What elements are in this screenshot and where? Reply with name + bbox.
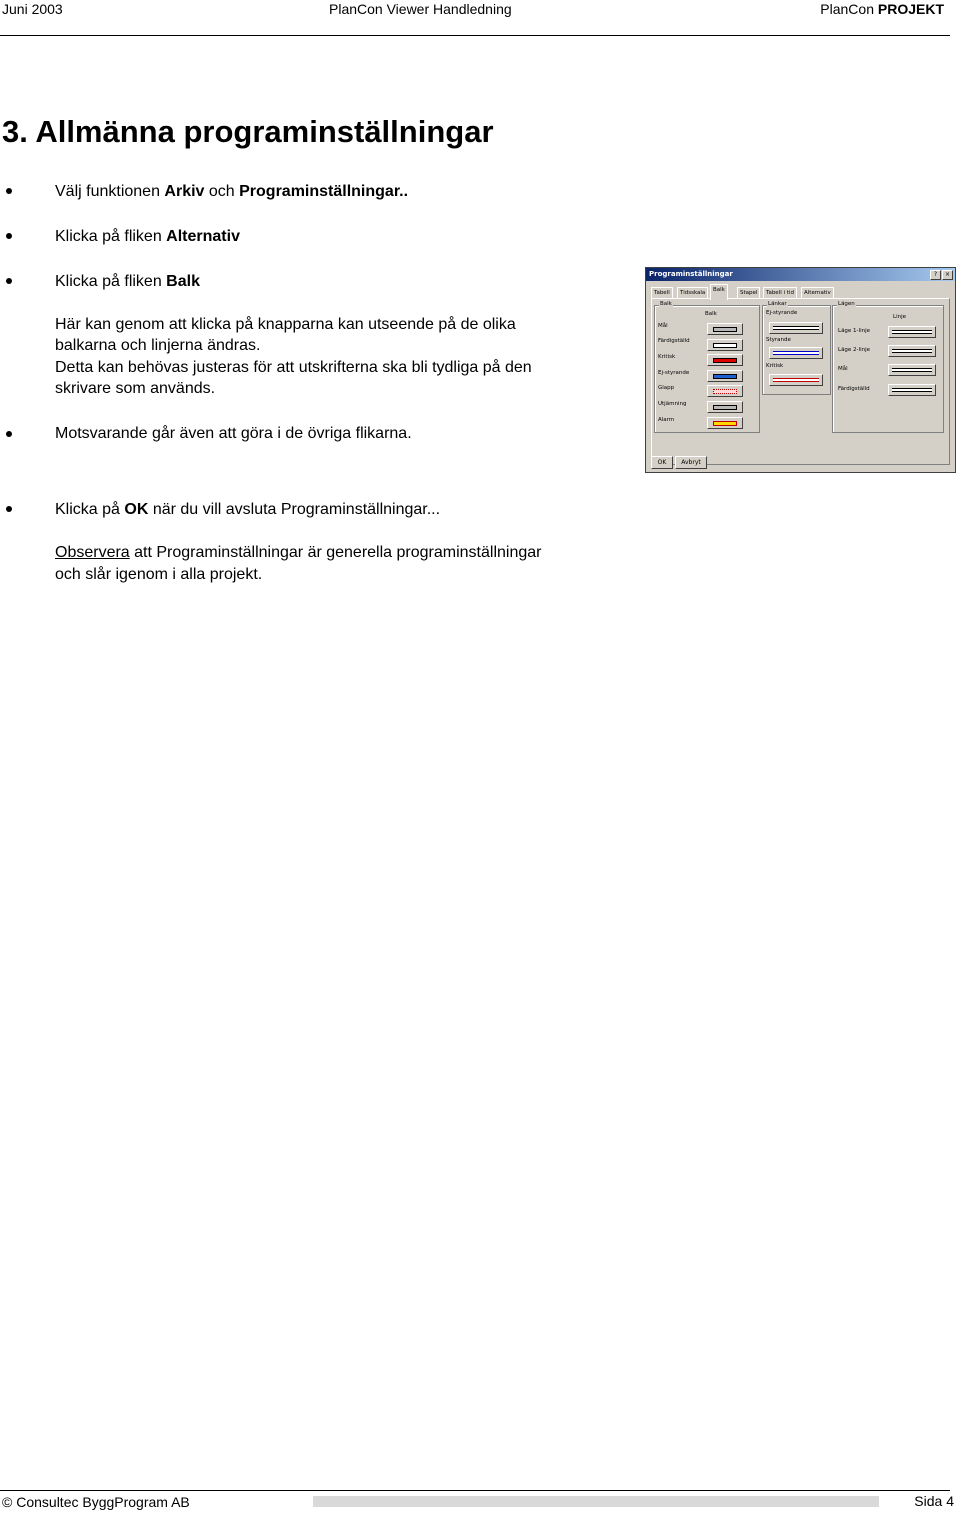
help-button[interactable]: ? [930, 270, 941, 280]
tab-panel [651, 298, 950, 465]
row-label: Läge 2-linje [838, 347, 870, 353]
row-label: Läge 1-linje [838, 328, 870, 334]
row-label: Färdigställd [658, 338, 690, 344]
bullet-dot [6, 278, 12, 284]
row-label: Kritisk [658, 354, 676, 360]
row-label: Mål [658, 323, 668, 329]
bullet-dot [6, 506, 12, 512]
bar-style-button[interactable] [707, 385, 743, 397]
tab-alternativ[interactable]: Alternativ [801, 287, 834, 299]
paragraph-line: skrivare som används. [55, 380, 216, 397]
line-style-button[interactable] [888, 364, 936, 376]
header-doc-title: PlanCon Viewer Handledning [329, 1, 512, 17]
paragraph-line: Detta kan behövas justeras för att utskrifterna ska bli tydliga på den [55, 359, 532, 376]
dialog-title: Programinställningar [646, 268, 955, 281]
row-label: Styrande [766, 337, 791, 343]
cancel-button[interactable]: Avbryt [675, 456, 707, 469]
line-style-button[interactable] [888, 384, 936, 396]
note-line-1: Observera att Programinställningar är generella programinställningar [55, 544, 542, 561]
row-label: Alarm [658, 417, 675, 423]
tab-stapel[interactable]: Stapel [737, 287, 760, 299]
page-header [0, 0, 960, 38]
header-rule [0, 35, 950, 36]
ok-button[interactable]: OK [651, 456, 673, 469]
paragraph-line: Här kan genom att klicka på knapparna kan utseende på de olika [55, 316, 516, 333]
bullet-dot [6, 431, 12, 437]
line-style-button[interactable] [888, 326, 936, 338]
link-style-button[interactable] [769, 322, 823, 334]
link-style-button[interactable] [769, 374, 823, 386]
group-balk: Balk Balk Mål Färdigställd Kritisk Ej-styrande Glapp Utjämning Alarm [654, 305, 760, 433]
row-label: Färdigställd [838, 386, 870, 392]
group-lankar: Länkar Ej-styrande Styrande Kritisk [762, 305, 831, 395]
bar-style-button[interactable] [707, 370, 743, 382]
line-style-button[interactable] [888, 345, 936, 357]
bar-style-button[interactable] [707, 354, 743, 366]
group-lagen: Lägen Linje Läge 1-linje Läge 2-linje Mål Färdigställd [832, 305, 944, 433]
bar-style-button[interactable] [707, 417, 743, 429]
row-label: Ej-styrande [766, 310, 798, 316]
footer-rule [0, 1490, 950, 1491]
tab-tabell-i-tid[interactable]: Tabell i tid [763, 287, 797, 299]
bullet-2: Klicka på fliken Alternativ [55, 228, 240, 245]
bar-style-button[interactable] [707, 323, 743, 335]
bullet-dot [6, 188, 12, 194]
close-button[interactable]: × [942, 270, 953, 280]
settings-dialog-screenshot [645, 267, 956, 473]
row-label: Mål [838, 366, 848, 372]
tab-balk[interactable]: Balk [710, 284, 728, 300]
row-label: Utjämning [658, 401, 687, 407]
page-number: Sida 4 [914, 1493, 954, 1509]
footer-company: © Consultec ByggProgram AB [2, 1494, 190, 1510]
tab-tabell[interactable]: Tabell [651, 287, 673, 299]
header-product: PlanCon PROJEKT [820, 1, 944, 17]
bullet-dot [6, 233, 12, 239]
footer-bar [313, 1496, 879, 1507]
paragraph-line: balkarna och linjerna ändras. [55, 337, 261, 354]
page-title: 3. Allmänna programinställningar [2, 114, 494, 149]
tab-tidsskala[interactable]: Tidsskala [677, 287, 708, 299]
bullet-5: Klicka på OK när du vill avsluta Programinställningar... [55, 501, 441, 518]
row-label: Kritisk [766, 363, 784, 369]
row-label: Glapp [658, 385, 675, 391]
bar-style-button[interactable] [707, 339, 743, 351]
bullet-1: Välj funktionen Arkiv och Programinställningar.. [55, 183, 409, 200]
note-line-2: och slår igenom i alla projekt. [55, 566, 263, 583]
link-style-button[interactable] [769, 347, 823, 359]
bullet-3: Klicka på fliken Balk [55, 273, 200, 290]
header-date: Juni 2003 [2, 1, 63, 17]
bullet-4: Motsvarande går även att göra i de övriga flikarna. [55, 425, 412, 442]
bar-style-button[interactable] [707, 401, 743, 413]
row-label: Ej-styrande [658, 370, 690, 376]
